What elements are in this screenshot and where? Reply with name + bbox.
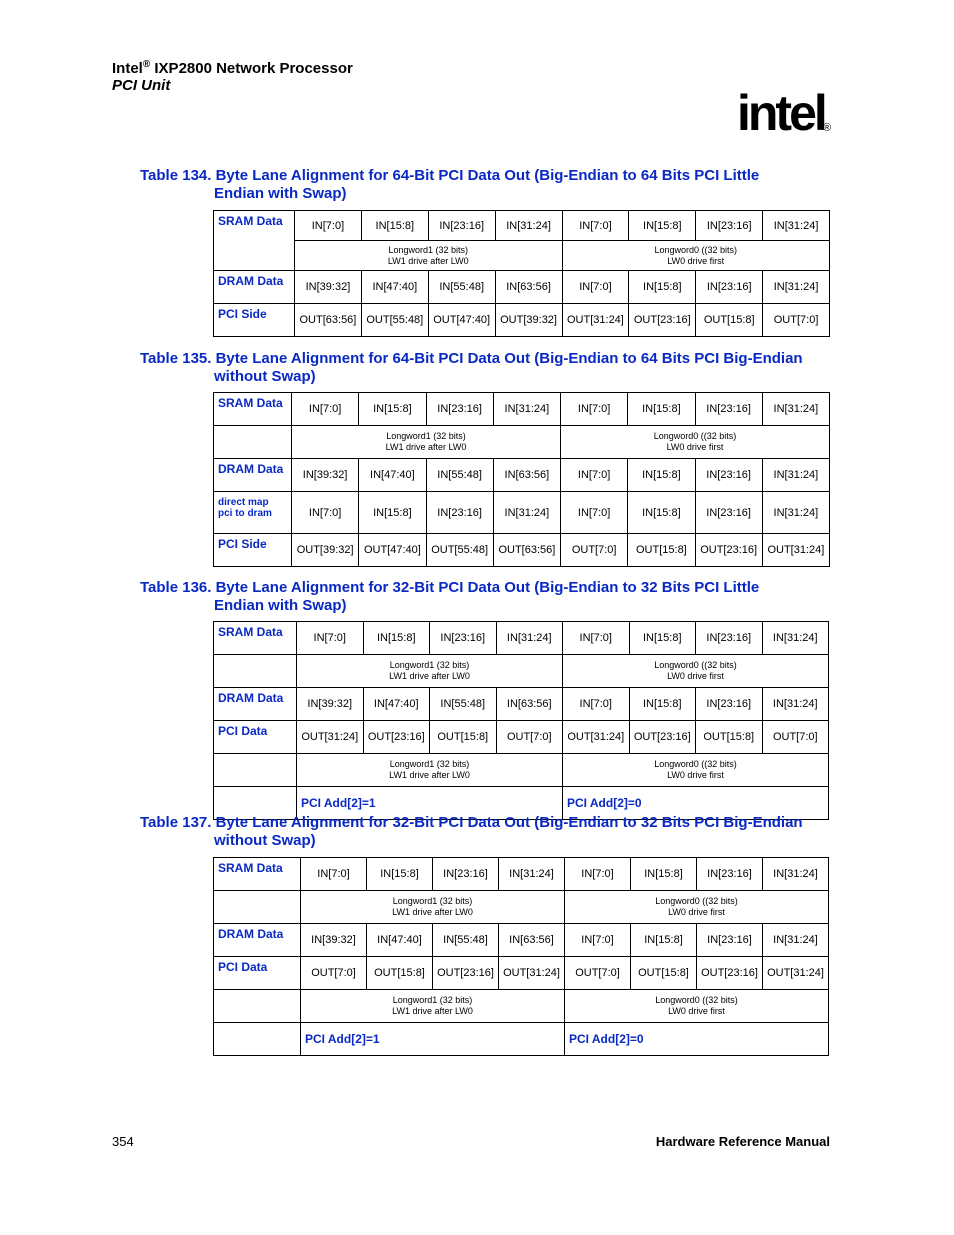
cell: OUT[31:24] — [763, 957, 829, 990]
cell: IN[39:32] — [292, 459, 359, 492]
cell: OUT[23:16] — [433, 957, 499, 990]
cell: OUT[15:8] — [367, 957, 433, 990]
cell: IN[31:24] — [495, 211, 562, 241]
longword0-cell — [562, 241, 830, 271]
cell: OUT[39:32] — [292, 534, 359, 567]
caption-line-1: Table 134. Byte Lane Alignment for 64-Bit PCI Data Out (Big-Endian to 64 Bits PCI Little — [140, 167, 760, 184]
cell: OUT[7:0] — [763, 304, 830, 337]
cell: OUT[31:24] — [762, 534, 829, 567]
cell: IN[7:0] — [561, 393, 628, 426]
cell: IN[23:16] — [695, 459, 762, 492]
row-label-pci: PCI Side — [214, 304, 295, 337]
cell: IN[7:0] — [561, 459, 628, 492]
caption-line-2: without Swap) — [214, 831, 316, 849]
cell: IN[23:16] — [428, 211, 495, 241]
lw-text: LW0 drive first — [668, 1006, 725, 1016]
longword1-cell — [301, 891, 565, 924]
cell: IN[23:16] — [697, 858, 763, 891]
cell: IN[23:16] — [696, 271, 763, 304]
cell: IN[15:8] — [629, 622, 696, 655]
lw-text: Longword0 ((32 bits) — [655, 896, 738, 906]
row-label-dram: DRAM Data — [214, 271, 295, 304]
lw-text: Longword1 (32 bits) — [389, 759, 470, 769]
cell: IN[23:16] — [426, 492, 493, 534]
lw-text: LW1 drive after LW0 — [385, 442, 467, 452]
lw-text: Longword0 ((32 bits) — [654, 244, 738, 255]
running-header — [112, 60, 353, 94]
cell: IN[31:24] — [763, 858, 829, 891]
logo-word: intel — [737, 85, 825, 141]
cell: IN[31:24] — [493, 393, 560, 426]
cell: IN[31:24] — [762, 459, 829, 492]
page-number: 354 — [112, 1134, 134, 1149]
logo-reg: ® — [823, 122, 832, 134]
cell: OUT[15:8] — [696, 721, 763, 754]
row-label-dram: DRAM Data — [214, 924, 301, 957]
header-product: IXP2800 Network Processor — [150, 60, 353, 77]
cell: IN[7:0] — [563, 688, 630, 721]
longword0-cell — [565, 891, 829, 924]
header-reg: ® — [142, 59, 151, 70]
empty-label — [214, 655, 297, 688]
cell: OUT[15:8] — [430, 721, 497, 754]
row-label-dram: DRAM Data — [214, 459, 292, 492]
lw-text: Longword0 ((32 bits) — [654, 759, 737, 769]
longword1-cell — [295, 241, 563, 271]
lw-text: LW0 drive first — [666, 442, 724, 452]
cell: IN[31:24] — [763, 924, 829, 957]
pci-address-0: PCI Add[2]=0 — [565, 1023, 829, 1056]
caption-line-2: Endian with Swap) — [214, 184, 347, 202]
cell: IN[15:8] — [628, 459, 695, 492]
row-label-sram: SRAM Data — [214, 211, 295, 271]
lw-text: LW1 drive after LW0 — [389, 671, 470, 681]
row-label-dram: DRAM Data — [214, 688, 297, 721]
cell: IN[63:56] — [499, 924, 565, 957]
longword0-cell — [563, 655, 829, 688]
cell: IN[7:0] — [292, 492, 359, 534]
cell: OUT[39:32] — [495, 304, 562, 337]
lw-text: LW1 drive after LW0 — [389, 770, 470, 780]
cell: OUT[31:24] — [297, 721, 364, 754]
cell: OUT[7:0] — [565, 957, 631, 990]
empty-label — [214, 1023, 301, 1056]
row-label-sram: SRAM Data — [214, 622, 297, 655]
caption-line-2: Endian with Swap) — [214, 596, 347, 614]
cell: IN[15:8] — [628, 492, 695, 534]
cell: IN[31:24] — [762, 492, 829, 534]
cell: IN[47:40] — [359, 459, 426, 492]
cell: IN[31:24] — [762, 622, 829, 655]
cell: OUT[23:16] — [363, 721, 430, 754]
cell: OUT[23:16] — [629, 304, 696, 337]
pci-address-1: PCI Add[2]=1 — [301, 1023, 565, 1056]
cell: IN[47:40] — [361, 271, 428, 304]
row-label-direct-map — [214, 492, 292, 534]
cell: OUT[7:0] — [561, 534, 628, 567]
cell: IN[15:8] — [631, 858, 697, 891]
cell: IN[7:0] — [562, 211, 629, 241]
cell: IN[23:16] — [430, 622, 497, 655]
lw-text: Longword0 ((32 bits) — [653, 431, 737, 441]
cell: OUT[47:40] — [428, 304, 495, 337]
longword0-cell — [561, 426, 830, 459]
cell: IN[15:8] — [359, 492, 426, 534]
header-section: PCI Unit — [112, 77, 171, 94]
row-label-pci: PCI Data — [214, 721, 297, 754]
cell: OUT[15:8] — [696, 304, 763, 337]
cell: OUT[23:16] — [695, 534, 762, 567]
cell: IN[55:48] — [426, 459, 493, 492]
footer-title: Hardware Reference Manual — [655, 1134, 830, 1149]
cell: IN[23:16] — [696, 688, 763, 721]
cell: IN[39:32] — [295, 271, 362, 304]
caption-line-1: Table 136. Byte Lane Alignment for 32-Bit PCI Data Out (Big-Endian to 32 Bits PCI Little — [140, 579, 760, 596]
pci-address-1: PCI Add[2]=1 — [297, 787, 563, 820]
table-134 — [213, 210, 830, 337]
cell: OUT[31:24] — [562, 304, 629, 337]
cell: OUT[23:16] — [697, 957, 763, 990]
empty-label — [214, 754, 297, 787]
cell: OUT[31:24] — [499, 957, 565, 990]
cell: IN[7:0] — [563, 622, 630, 655]
cell: IN[7:0] — [565, 858, 631, 891]
lw-text: Longword1 (32 bits) — [392, 896, 473, 906]
cell: IN[31:24] — [762, 393, 829, 426]
cell: IN[31:24] — [496, 622, 563, 655]
row-label-sram: SRAM Data — [214, 393, 292, 426]
lw-text: Longword0 ((32 bits) — [654, 660, 737, 670]
lw-text: LW0 drive first — [668, 907, 725, 917]
table-134-caption — [140, 167, 840, 202]
cell: IN[7:0] — [297, 622, 364, 655]
cell: OUT[63:56] — [295, 304, 362, 337]
cell: OUT[47:40] — [359, 534, 426, 567]
cell: IN[15:8] — [629, 211, 696, 241]
cell: IN[15:8] — [631, 924, 697, 957]
cell: IN[31:24] — [763, 211, 830, 241]
table-137 — [213, 857, 829, 1056]
cell: IN[23:16] — [695, 492, 762, 534]
table-136 — [213, 621, 829, 820]
cell: IN[55:48] — [433, 924, 499, 957]
cell: IN[7:0] — [561, 492, 628, 534]
lw-text: Longword1 (32 bits) — [389, 660, 470, 670]
longword1-cell — [301, 990, 565, 1023]
row-label-pci: PCI Side — [214, 534, 292, 567]
lw-text: LW0 drive first — [667, 671, 724, 681]
cell: OUT[23:16] — [629, 721, 696, 754]
cell: IN[23:16] — [433, 858, 499, 891]
caption-line-1: Table 135. Byte Lane Alignment for 64-Bit PCI Data Out (Big-Endian to 64 Bits PCI Big-Endian — [140, 350, 803, 367]
cell: IN[23:16] — [695, 393, 762, 426]
cell: IN[63:56] — [493, 459, 560, 492]
caption-line-2: without Swap) — [214, 367, 316, 385]
cell: IN[7:0] — [292, 393, 359, 426]
cell: IN[23:16] — [697, 924, 763, 957]
longword1-cell — [297, 754, 563, 787]
empty-label — [214, 426, 292, 459]
empty-label — [214, 891, 301, 924]
cell: IN[15:8] — [628, 393, 695, 426]
cell: IN[7:0] — [301, 858, 367, 891]
cell: IN[23:16] — [696, 211, 763, 241]
table-135 — [213, 392, 830, 567]
cell: IN[31:24] — [499, 858, 565, 891]
cell: IN[31:24] — [493, 492, 560, 534]
cell: IN[47:40] — [363, 688, 430, 721]
cell: IN[63:56] — [495, 271, 562, 304]
cell: IN[7:0] — [562, 271, 629, 304]
cell: OUT[7:0] — [301, 957, 367, 990]
cell: IN[15:8] — [367, 858, 433, 891]
cell: OUT[55:48] — [426, 534, 493, 567]
intel-logo — [737, 86, 837, 152]
cell: IN[15:8] — [359, 393, 426, 426]
cell: OUT[15:8] — [631, 957, 697, 990]
cell: OUT[55:48] — [361, 304, 428, 337]
caption-line-1: Table 137. Byte Lane Alignment for 32-Bit PCI Data Out (Big-Endian to 32 Bits PCI Big-Endian — [140, 814, 803, 831]
lw-text: LW1 drive after LW0 — [392, 907, 473, 917]
lw-text: LW1 drive after LW0 — [392, 1006, 473, 1016]
longword0-cell — [565, 990, 829, 1023]
cell: IN[15:8] — [629, 271, 696, 304]
cell: IN[7:0] — [565, 924, 631, 957]
cell: IN[15:8] — [629, 688, 696, 721]
cell: IN[15:8] — [363, 622, 430, 655]
cell: OUT[15:8] — [628, 534, 695, 567]
row-label-pci: PCI Data — [214, 957, 301, 990]
row-label-sram: SRAM Data — [214, 858, 301, 891]
cell: OUT[63:56] — [493, 534, 560, 567]
cell: OUT[31:24] — [563, 721, 630, 754]
cell: IN[39:32] — [301, 924, 367, 957]
longword1-cell — [297, 655, 563, 688]
label-line: direct map — [218, 497, 269, 508]
lw-text: LW0 drive first — [667, 255, 725, 266]
longword0-cell — [563, 754, 829, 787]
table-136-caption — [140, 579, 840, 614]
longword1-cell — [292, 426, 561, 459]
table-137-caption — [140, 814, 840, 849]
pci-address-0: PCI Add[2]=0 — [563, 787, 829, 820]
lw-text: Longword1 (32 bits) — [392, 995, 473, 1005]
cell: IN[31:24] — [762, 688, 829, 721]
cell: IN[23:16] — [426, 393, 493, 426]
lw-text: LW0 drive first — [667, 770, 724, 780]
label-line: pci to dram — [218, 508, 272, 519]
cell: IN[15:8] — [361, 211, 428, 241]
cell: IN[63:56] — [496, 688, 563, 721]
lw-text: Longword0 ((32 bits) — [655, 995, 738, 1005]
cell: IN[7:0] — [295, 211, 362, 241]
cell: IN[55:48] — [430, 688, 497, 721]
lw-text: Longword1 (32 bits) — [388, 244, 469, 255]
cell: IN[31:24] — [763, 271, 830, 304]
cell: IN[47:40] — [367, 924, 433, 957]
cell: IN[39:32] — [297, 688, 364, 721]
cell: IN[55:48] — [428, 271, 495, 304]
cell: OUT[7:0] — [496, 721, 563, 754]
header-brand: Intel — [112, 60, 143, 77]
empty-label — [214, 990, 301, 1023]
cell: IN[23:16] — [696, 622, 763, 655]
cell: OUT[7:0] — [762, 721, 829, 754]
lw-text: Longword1 (32 bits) — [386, 431, 466, 441]
table-135-caption — [140, 350, 840, 385]
lw-text: LW1 drive after LW0 — [387, 255, 469, 266]
